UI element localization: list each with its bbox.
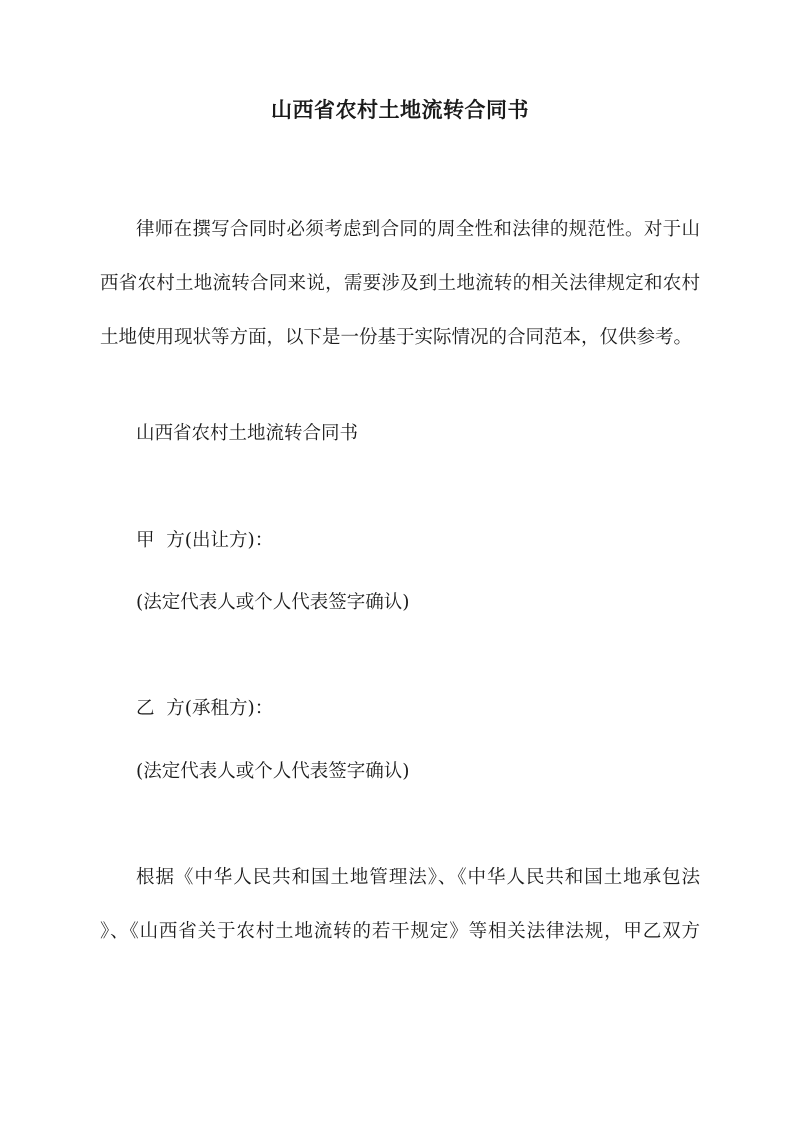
basis-line-2: 》、《山西省关于农村土地流转的若干规定》等相关法律法规，甲乙双方 (100, 921, 700, 942)
party-a-label: 甲 方(出让方)： (136, 530, 274, 551)
intro-line-1: 律师在撰写合同时必须考虑到合同的周全性和法律的规范性。对于山 (136, 219, 700, 240)
party-b-signature-note: (法定代表人或个人代表签字确认) (136, 761, 410, 782)
party-a-signature-note: (法定代表人或个人代表签字确认) (136, 592, 410, 613)
legal-basis-paragraph (100, 851, 700, 959)
intro-paragraph (100, 203, 700, 365)
document-title: 山西省农村土地流转合同书 (271, 97, 529, 122)
contract-subtitle: 山西省农村土地流转合同书 (136, 423, 359, 444)
basis-line-1: 根据《中华人民共和国土地管理法》、《中华人民共和国土地承包法 (136, 867, 700, 888)
intro-line-2: 西省农村土地流转合同来说，需要涉及到土地流转的相关法律规定和农村 (100, 273, 700, 294)
intro-line-3: 土地使用现状等方面，以下是一份基于实际情况的合同范本，仅供参考。 (100, 327, 693, 348)
party-b-label: 乙 方(承租方)： (136, 698, 274, 719)
